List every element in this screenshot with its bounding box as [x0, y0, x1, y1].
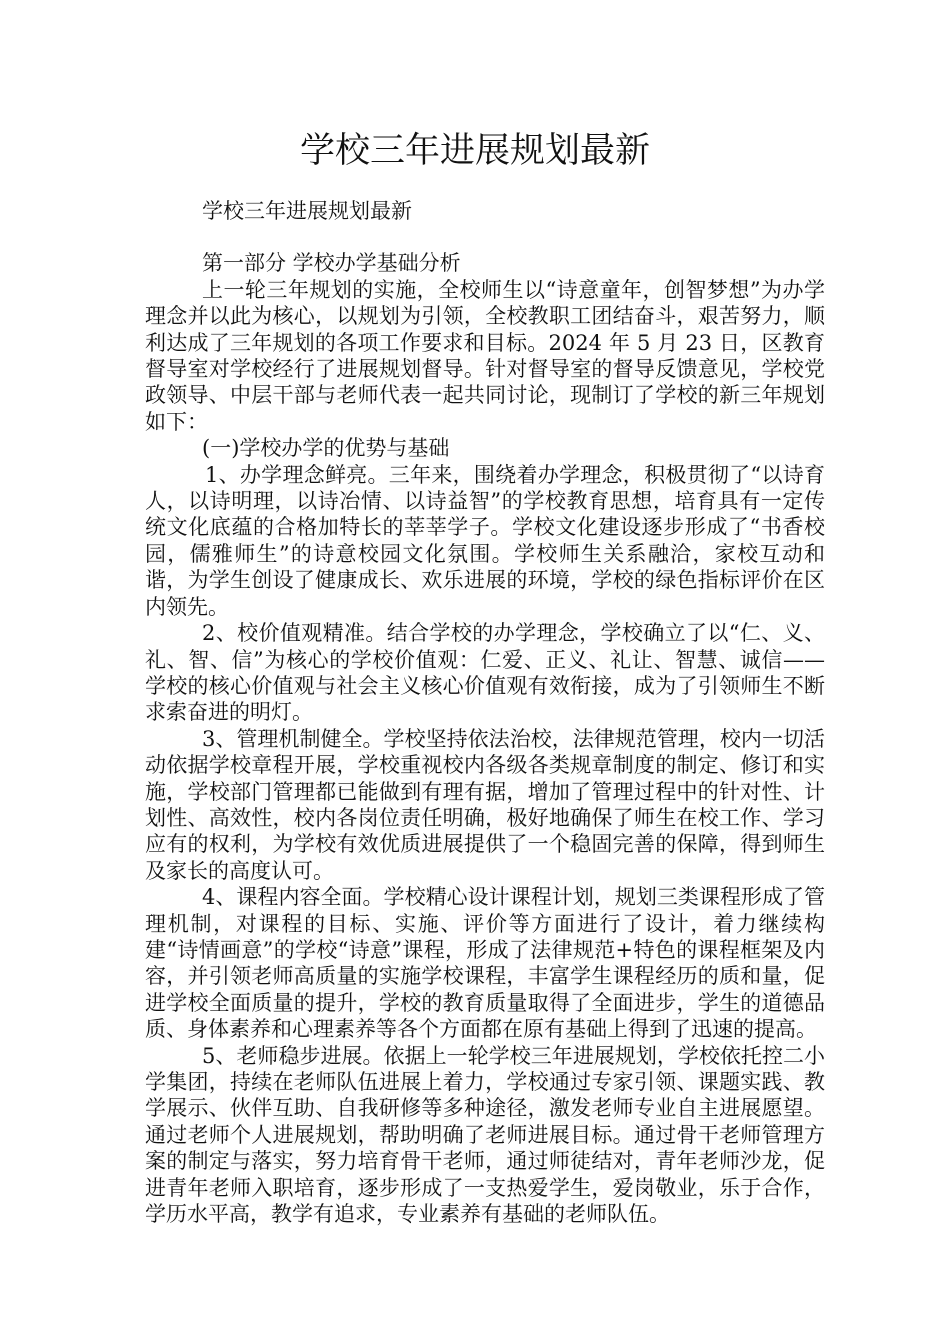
- part-heading: 第一部分 学校办学基础分析: [202, 251, 461, 276]
- list-item-3: 3、管理机制健全。学校坚持依法治校，法律规范管理，校内一切活动依据学校章程开展，学校重视校内各级各类规章制度的制定、修订和实施，学校部门管理都已能做到有理有据，增加了管理过程中的针对性、计划性、高效性，校内各岗位责任明确，极好地确保了师生在校工作、学习应有的权利，为学校有效优质进展提供了一个稳固完善的保障，得到师生及家长的高度认可。: [145, 726, 825, 883]
- document-title: 学校三年进展规划最新: [299, 131, 650, 171]
- section-heading: (一)学校办学的优势与基础: [202, 436, 450, 461]
- list-item-4: 4、课程内容全面。学校精心设计课程计划，规划三类课程形成了管理机制，对课程的目标、实施、评价等方面进行了设计，着力继续构建“诗情画意”的学校“诗意”课程，形成了法律规范+特色的课程框架及内容，并引领老师高质量的实施学校课程，丰富学生课程经历的质和量，促进学校全面质量的提升，学校的教育质量取得了全面进步，学生的道德品质、身体素养和心理素养等各个方面都在原有基础上得到了迅速的提高。: [145, 885, 825, 1042]
- intro-paragraph: 上一轮三年规划的实施，全校师生以“诗意童年，创智梦想”为办学理念并以此为核心，以规划为引领，全校教职工团结奋斗，艰苦努力，顺利达成了三年规划的各项工作要求和目标。2024 年 5 月 23 日，区教育督导室对学校经行了进展规划督导。针对督导室的督导反馈意见，学校党政领导、中层干部与老师代表一起共同讨论，现制订了学校的新三年规划如下：: [145, 277, 825, 434]
- list-item-5: 5、老师稳步进展。依据上一轮学校三年进展规划，学校依托控二小学集团，持续在老师队伍进展上着力，学校通过专家引领、课题实践、教学展示、伙伴互助、自我研修等多种途径，激发老师专业自主进展愿望。通过老师个人进展规划，帮助明确了老师进展目标。通过骨干老师管理方案的制定与落实，努力培育骨干老师，通过师徒结对，青年老师沙龙，促进青年老师入职培育，逐步形成了一支热爱学生，爱岗敬业，乐于合作，学历水平高，教学有追求，专业素养有基础的老师队伍。: [145, 1043, 825, 1227]
- document-body: [145, 198, 825, 1227]
- list-item-2: 2、校价值观精准。结合学校的办学理念，学校确立了以“仁、义、礼、智、信”为核心的学校价值观：仁爱、正义、礼让、智慧、诚信——学校的核心价值观与社会主义核心价值观有效衔接，成为了引领师生不断求索奋进的明灯。: [145, 621, 825, 725]
- list-item-1: 1、办学理念鲜亮。三年来，围绕着办学理念，积极贯彻了“以诗育人，以诗明理，以诗冶情、以诗益智”的学校教育思想，培育具有一定传统文化底蕴的合格加特长的莘莘学子。学校文化建设逐步形成了“书香校园，儒雅师生”的诗意校园文化氛围。学校师生关系融洽，家校互动和谐，为学生创设了健康成长、欢乐进展的环境，学校的绿色指标评价在区内领先。: [145, 462, 825, 619]
- document-subtitle: 学校三年进展规划最新: [202, 199, 412, 223]
